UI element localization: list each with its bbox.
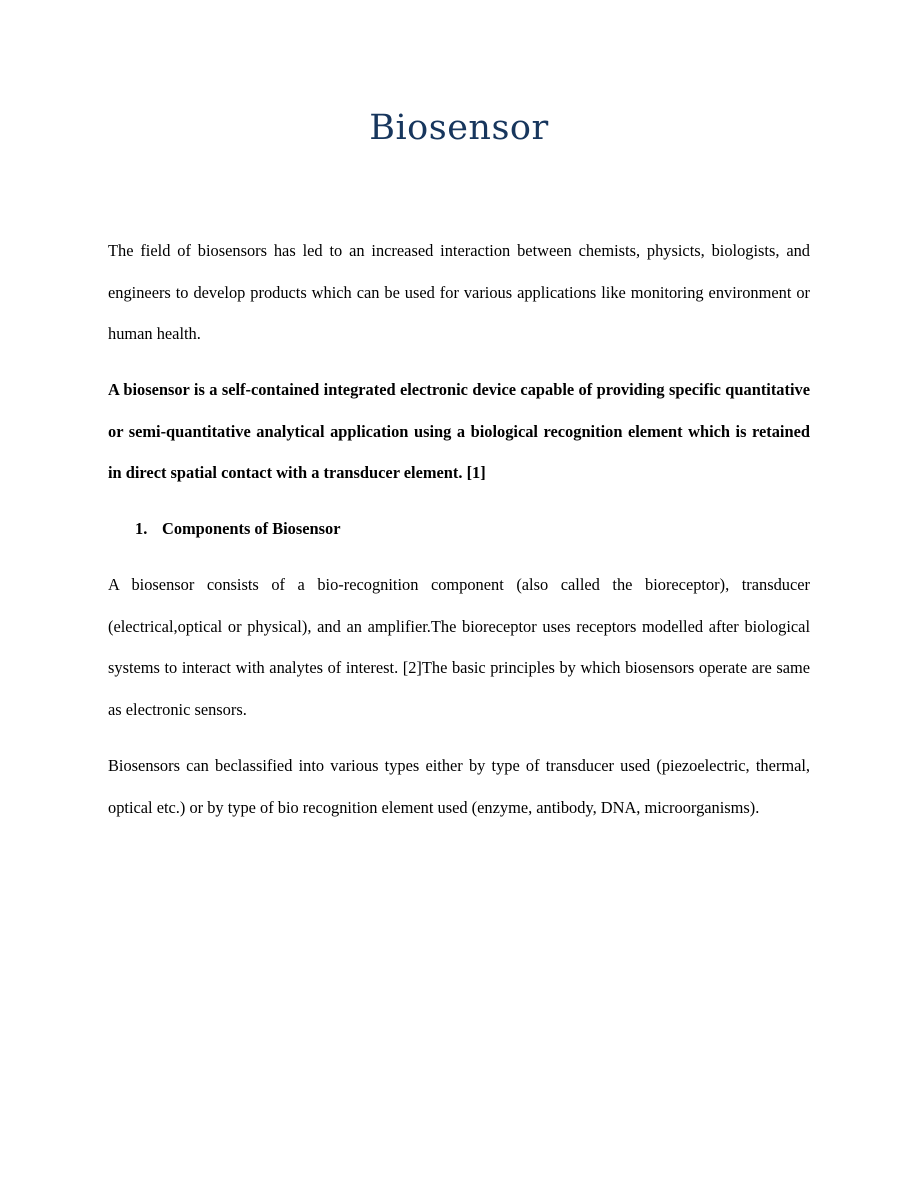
section-heading-text: Components of Biosensor [162, 519, 341, 538]
classification-paragraph: Biosensors can beclassified into various types either by type of transducer used (piezoelectric, thermal, optical etc.) or by type of bio recognition element used (enzyme, antibody, DNA, microorganisms). [108, 756, 810, 817]
section-number: 1. [135, 519, 148, 538]
components-paragraph: A biosensor consists of a bio-recognition component (also called the bioreceptor), transducer (electrical,optical or physical), and an amplifier.The bioreceptor uses receptors modelled after biological systems to interact with analytes of interest. [2]The basic principles by which biosensors operate are same as electronic sensors. [108, 575, 810, 719]
definition-paragraph: A biosensor is a self-contained integrated electronic device capable of providing specific quantitative or semi-quantitative analytical application using a biological recognition element which is retained in direct spatial contact with a transducer element. [1] [108, 380, 810, 482]
section-heading [135, 508, 341, 550]
intro-paragraph: The field of biosensors has led to an increased interaction between chemists, physicts, biologists, and engineers to develop products which can be used for various applications like monitoring environment or human health. [108, 241, 810, 343]
document-title: Biosensor [369, 108, 549, 148]
